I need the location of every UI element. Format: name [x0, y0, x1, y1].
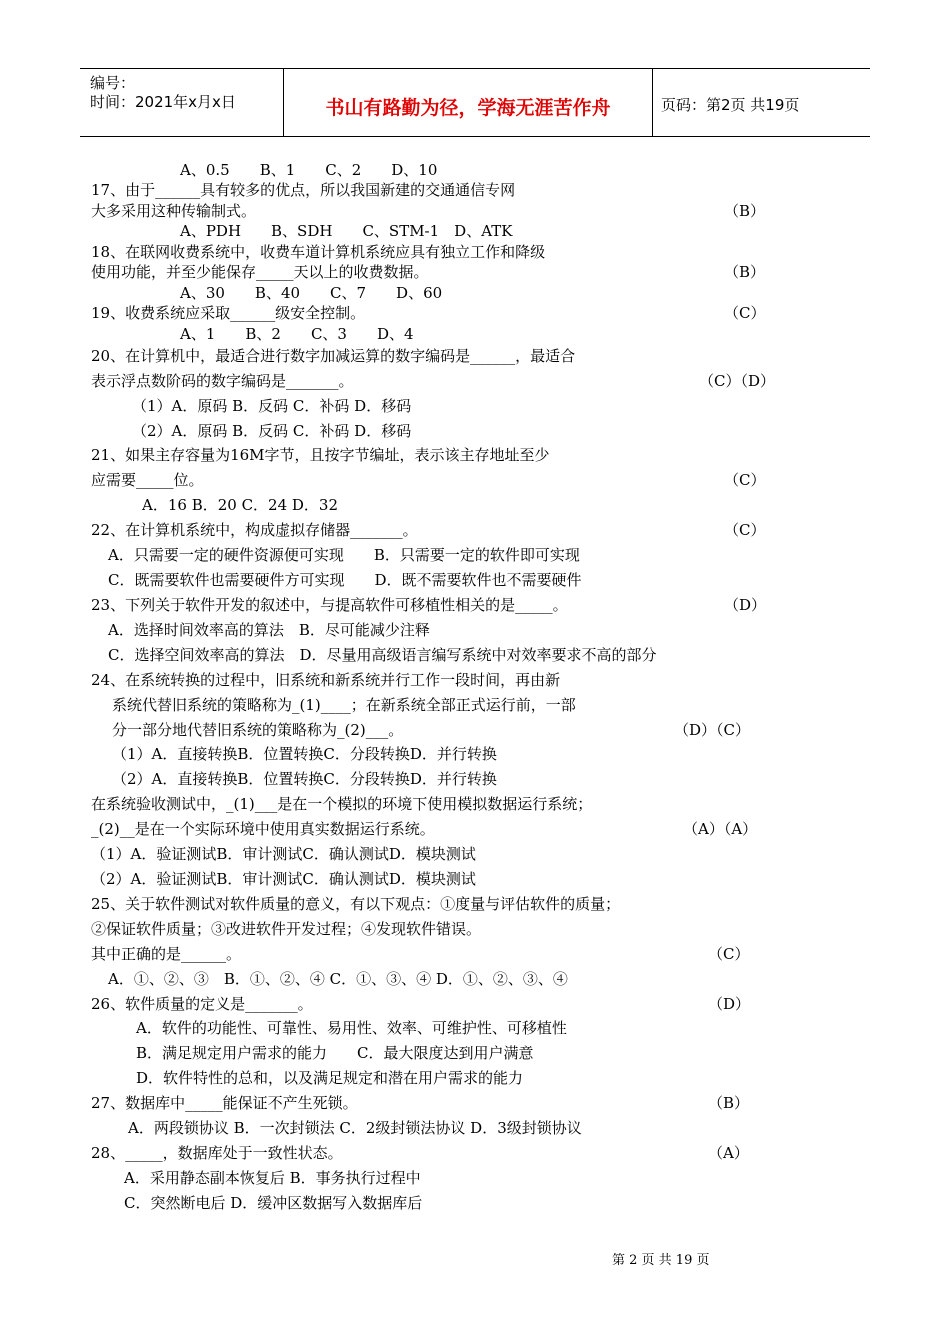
answer: （D）（C） — [674, 721, 751, 739]
header-page-cell — [653, 69, 870, 136]
question-line: 28、_____，数据库处于一致性状态。 — [91, 1144, 343, 1162]
question-line: 19、收费系统应采取______级安全控制。 — [91, 304, 366, 322]
question-line: （2）A．验证测试B．审计测试C．确认测试D．模块测试 — [91, 870, 476, 888]
header-table — [80, 68, 870, 137]
answer: （B） — [724, 263, 766, 281]
question-line: 分一部分地代替旧系统的策略称为_(2)___。 — [112, 721, 404, 739]
answer: （C） — [724, 471, 766, 489]
question-line: A、PDH B、SDH C、STM-1 D、ATK — [180, 222, 513, 240]
question-line: （2）A．原码 B．反码 C．补码 D．移码 — [132, 422, 412, 440]
answer: （D） — [724, 596, 767, 614]
number-label: 编号： — [90, 74, 136, 92]
question-line: D．软件特性的总和，以及满足规定和潜在用户需求的能力 — [136, 1069, 524, 1087]
question-line: A．①、②、③ B．①、②、④ C．①、③、④ D．①、②、③、④ — [108, 970, 568, 988]
question-line: A．软件的功能性、可靠性、易用性、效率、可维护性、可移植性 — [136, 1019, 567, 1037]
question-line: A、1 B、2 C、3 D、4 — [180, 325, 414, 343]
question-line: 26、软件质量的定义是_______。 — [91, 995, 313, 1013]
question-line: 大多采用这种传输制式。 — [91, 202, 257, 220]
header-info-cell — [80, 69, 284, 136]
answer: （C）（D） — [699, 372, 776, 390]
answer: （B） — [708, 1094, 750, 1112]
question-line: C．既需要软件也需要硬件方可实现 D．既不需要软件也不需要硬件 — [108, 571, 582, 589]
question-line: A．只需要一定的硬件资源便可实现 B．只需要一定的软件即可实现 — [108, 546, 580, 564]
page-footer: 第 2 页 共 19 页 — [612, 1253, 710, 1268]
question-line: 22、在计算机系统中，构成虚拟存储器_______。 — [91, 521, 418, 539]
answer: （C） — [708, 945, 750, 963]
question-line: 17、由于______具有较多的优点，所以我国新建的交通通信专网 — [91, 181, 516, 199]
answer: （D） — [708, 995, 751, 1013]
question-line: （1）A．验证测试B．审计测试C．确认测试D．模块测试 — [91, 845, 476, 863]
answer: （C） — [724, 521, 766, 539]
question-line: 25、关于软件测试对软件质量的意义，有以下观点：①度量与评估软件的质量； — [91, 895, 621, 913]
question-line: A．选择时间效率高的算法 B．尽可能减少注释 — [108, 621, 430, 639]
question-line: 在系统验收测试中，_(1)___是在一个模拟的环境下使用模拟数据运行系统； — [91, 795, 593, 813]
question-line: （1）A．直接转换B．位置转换C．分段转换D．并行转换 — [112, 745, 497, 763]
question-line: 表示浮点数阶码的数字编码是_______。 — [91, 372, 354, 390]
question-line: 21、如果主存容量为16M字节，且按字节编址，表示该主存地址至少 — [91, 446, 550, 464]
header-motto-cell — [284, 69, 653, 136]
question-line: 系统代替旧系统的策略称为_(1)____；在新系统全部正式运行前，一部 — [112, 696, 576, 714]
question-line: _(2)__是在一个实际环境中使用真实数据运行系统。 — [91, 820, 435, 838]
question-line: ②保证软件质量；③改进软件开发过程；④发现软件错误。 — [91, 920, 482, 938]
question-line: 使用功能，并至少能保存_____天以上的收费数据。 — [91, 263, 429, 281]
question-line: （2）A．直接转换B．位置转换C．分段转换D．并行转换 — [112, 770, 497, 788]
answer: （C） — [724, 304, 766, 322]
question-line: A．两段锁协议 B．一次封锁法 C．2级封锁法协议 D．3级封锁协议 — [128, 1119, 582, 1137]
question-line: B．满足规定用户需求的能力 C．最大限度达到用户满意 — [136, 1044, 534, 1062]
question-line: A、30 B、40 C、7 D、60 — [180, 284, 443, 302]
answer: （A）（A） — [683, 820, 758, 838]
question-line: 23、下列关于软件开发的叙述中，与提高软件可移植性相关的是_____。 — [91, 596, 568, 614]
question-line: 18、在联网收费系统中，收费车道计算机系统应具有独立工作和降级 — [91, 243, 546, 261]
question-line: A、0.5 B、1 C、2 D、10 — [180, 161, 438, 179]
question-line: 20、在计算机中，最适合进行数字加减运算的数字编码是______，最适合 — [91, 347, 576, 365]
question-line: 应需要_____位。 — [91, 471, 204, 489]
answer: （A） — [708, 1144, 749, 1162]
answer: （B） — [724, 202, 766, 220]
question-line: （1）A．原码 B．反码 C．补码 D．移码 — [132, 397, 412, 415]
question-line: 其中正确的是______。 — [91, 945, 242, 963]
question-line: C．突然断电后 D．缓冲区数据写入数据库后 — [124, 1194, 423, 1212]
question-line: A．采用静态副本恢复后 B．事务执行过程中 — [124, 1169, 421, 1187]
motto: 书山有路勤为径，学海无涯苦作舟 — [325, 97, 611, 119]
question-line: 27、数据库中_____能保证不产生死锁。 — [91, 1094, 358, 1112]
question-line: 24、在系统转换的过程中，旧系统和新系统并行工作一段时间，再由新 — [91, 671, 561, 689]
page-label: 页码：第2页 共19页 — [661, 96, 800, 114]
question-line: C．选择空间效率高的算法 D．尽量用高级语言编写系统中对效率要求不高的部分 — [108, 646, 657, 664]
time-label: 时间：2021年x月x日 — [90, 93, 236, 111]
question-line: A．16 B．20 C．24 D．32 — [142, 496, 339, 514]
